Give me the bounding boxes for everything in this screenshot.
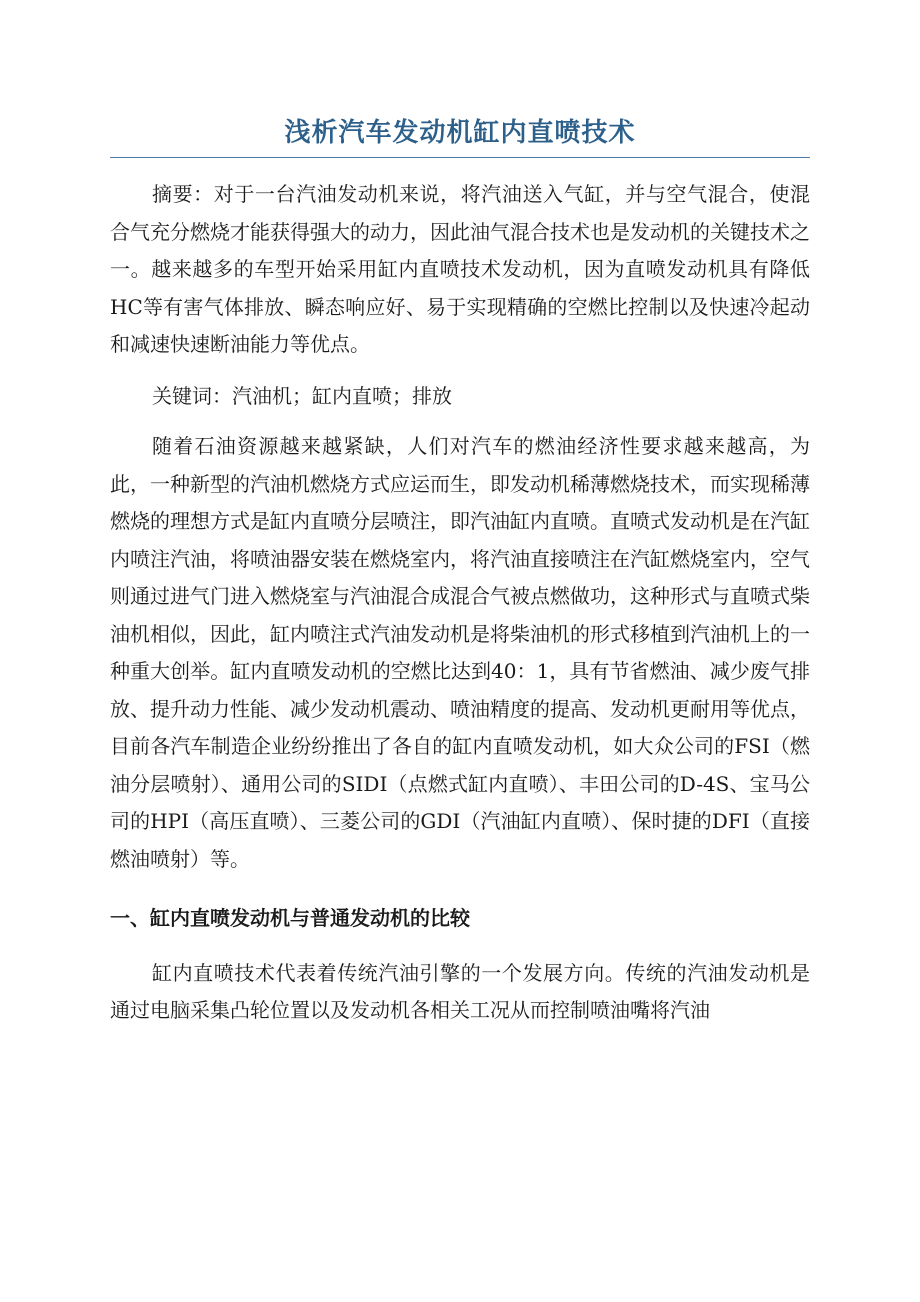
document-title: 浅析汽车发动机缸内直喷技术: [284, 118, 636, 148]
section-heading-1: 一、缸内直喷发动机与普通发动机的比较: [110, 906, 470, 930]
body-paragraph-1: 随着石油资源越来越紧缺，人们对汽车的燃油经济性要求越来越高，为此，一种新型的汽油机燃烧方式应运而生，即发动机稀薄燃烧技术，而实现稀薄燃烧的理想方式是缸内直喷分层喷注，即汽油缸内直喷。直喷式发动机是在汽缸内喷注汽油，将喷油器安装在燃烧室内，将汽油直接喷注在汽缸燃烧室内，空气则通过进气门进入燃烧室与汽油混合成混合气被点燃做功，这种形式与直喷式柴油机相似，因此，缸内喷注式汽油发动机是将柴油机的形式移植到汽油机上的一种重大创举。缸内直喷发动机的空燃比达到40：1，具有节省燃油、减少废气排放、提升动力性能、减少发动机震动、喷油精度的提高、发动机更耐用等优点，目前各汽车制造企业纷纷推出了各自的缸内直喷发动机，如大众公司的FSI（燃油分层喷射）、通用公司的SIDI（点燃式缸内直喷）、丰田公司的D-4S、宝马公司的HPI（高压直喷）、三菱公司的GDI（汽油缸内直喷）、保时捷的DFI（直接燃油喷射）等。: [110, 434, 810, 871]
keywords-line: 关键词：汽油机；缸内直喷；排放: [152, 383, 452, 408]
body-paragraph-2: 缸内直喷技术代表着传统汽油引擎的一个发展方向。传统的汽油发动机是通过电脑采集凸轮位置以及发动机各相关工况从而控制喷油嘴将汽油: [110, 960, 810, 1022]
abstract-paragraph: 摘要：对于一台汽油发动机来说，将汽油送入气缸，并与空气混合，使混合气充分燃烧才能获得强大的动力，因此油气混合技术也是发动机的关键技术之一。越来越多的车型开始采用缸内直喷技术发动机，因为直喷发动机具有降低HC等有害气体排放、瞬态响应好、易于实现精确的空燃比控制以及快速冷起动和减速快速断油能力等优点。: [110, 182, 810, 356]
document-page: [110, 0, 810, 1030]
title-underline: [110, 157, 810, 158]
